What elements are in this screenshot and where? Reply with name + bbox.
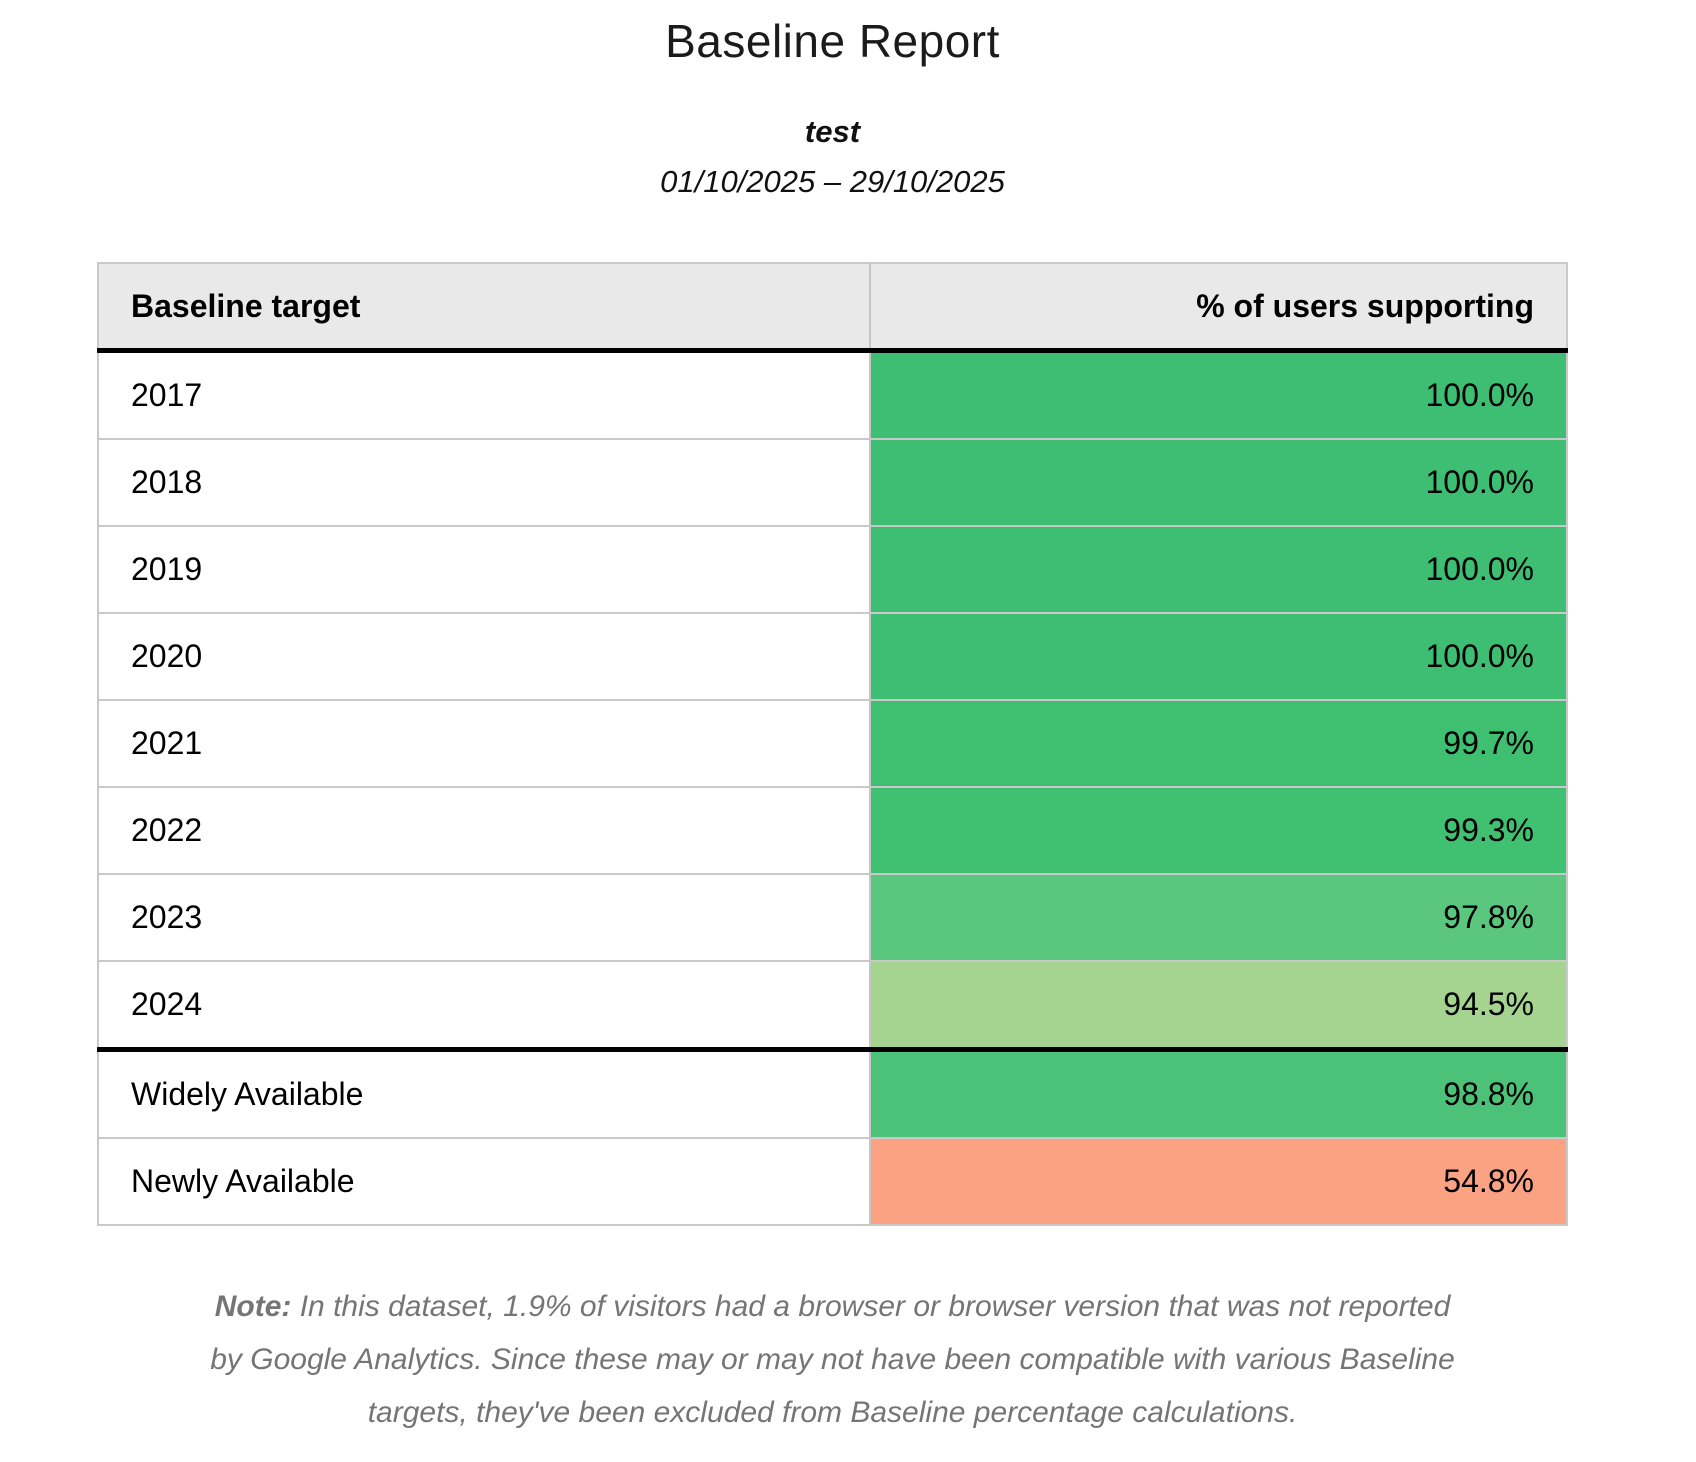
baseline-target-cell: 2017 [98,351,870,440]
table-row [98,351,1567,440]
table-row [98,1138,1567,1225]
table-header-row [98,263,1567,351]
footnote-text: In this dataset, 1.9% of visitors had a browser or browser version that was not reported by Google Analytics. Since these may or may not have been compatible with various Baseline targets, they've been excluded from Baseline percentage calculations. [210,1290,1455,1429]
baseline-target-cell: 2021 [98,700,870,787]
report-subtitle: test [804,114,861,149]
table-row [98,613,1567,700]
table-row [98,700,1567,787]
report-date-range: 01/10/2025 – 29/10/2025 [660,164,1005,199]
baseline-target-cell: 2018 [98,439,870,526]
table-row [98,1050,1567,1139]
percent-cell: 54.8% [870,1138,1567,1225]
percent-cell: 100.0% [870,351,1567,440]
baseline-target-cell: Widely Available [98,1050,870,1139]
column-header-percent-supporting: % of users supporting [870,263,1567,351]
table-row [98,961,1567,1050]
table-row [98,787,1567,874]
baseline-report-table [97,262,1568,1226]
report-page [97,14,1568,1439]
percent-cell: 99.3% [870,787,1567,874]
baseline-target-cell: 2024 [98,961,870,1050]
table-row [98,874,1567,961]
percent-cell: 100.0% [870,613,1567,700]
baseline-target-cell: Newly Available [98,1138,870,1225]
percent-cell: 94.5% [870,961,1567,1050]
percent-cell: 99.7% [870,700,1567,787]
footnote-label: Note: [214,1290,292,1323]
footnote [203,1280,1463,1439]
percent-cell: 100.0% [870,526,1567,613]
percent-cell: 97.8% [870,874,1567,961]
table-header [98,263,1567,351]
column-header-baseline-target: Baseline target [98,263,870,351]
baseline-target-cell: 2020 [98,613,870,700]
percent-cell: 98.8% [870,1050,1567,1139]
baseline-target-cell: 2022 [98,787,870,874]
report-table-body [98,351,1567,1226]
table-row [98,439,1567,526]
baseline-target-cell: 2023 [98,874,870,961]
baseline-target-cell: 2019 [98,526,870,613]
page-title: Baseline Report [665,15,1000,67]
percent-cell: 100.0% [870,439,1567,526]
table-row [98,526,1567,613]
